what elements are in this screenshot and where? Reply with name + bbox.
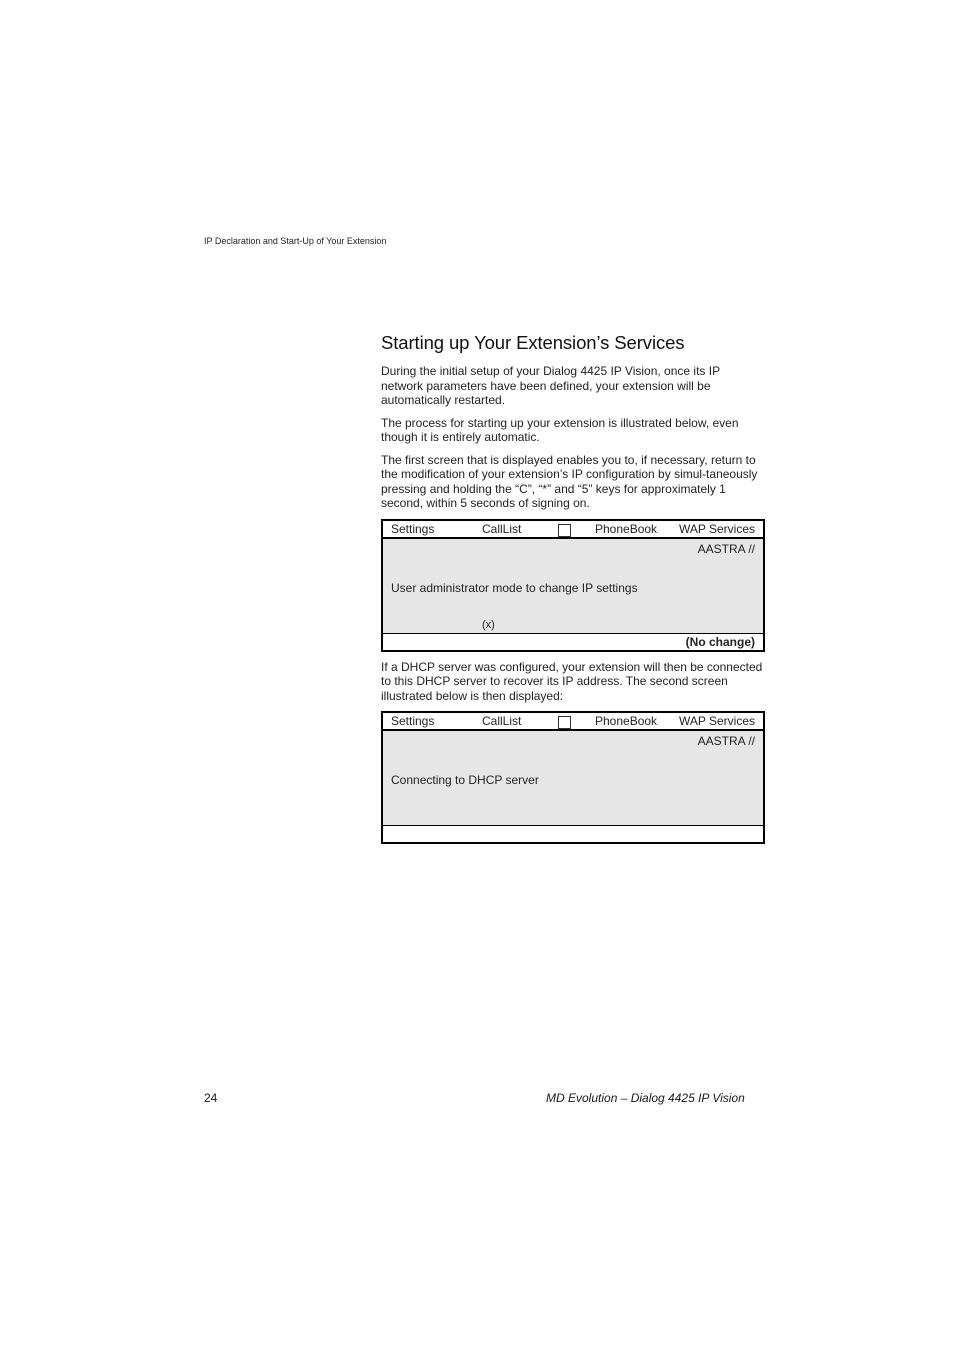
phone-screen-dhcp <box>381 711 765 844</box>
paragraph-3: The first screen that is displayed enables you to, if necessary, return to the modification of your extension’s IP configuration by simul-taneously pressing and holding the “C”, “*” and “5” keys for approximately 1 second, within 5 seconds of signing on. <box>381 452 758 510</box>
page-number: 24 <box>204 1091 218 1105</box>
paragraph-2: The process for starting up your extension is illustrated below, even though it is entirely automatic. <box>381 415 739 444</box>
document-title: MD Evolution – Dialog 4425 IP Vision <box>546 1091 745 1105</box>
brand-label: AASTRA // <box>697 541 755 556</box>
softkey-bar <box>383 633 763 650</box>
screen-tab-bar <box>383 713 763 731</box>
softkey-bar <box>383 825 763 842</box>
tab-wap-services: WAP Services <box>678 521 755 536</box>
screen-body <box>383 731 763 825</box>
phone-screen-admin-mode <box>381 519 765 652</box>
paragraph-4: If a DHCP server was configured, your extension will then be connected to this DHCP server to recover its IP address. The second screen illustrated below is then displayed: <box>381 659 763 703</box>
screen-hint: (x) <box>482 618 495 631</box>
tab-calllist: CallList <box>482 521 522 536</box>
softkey-no-change: (No change) <box>685 634 755 649</box>
brand-label: AASTRA // <box>697 734 755 748</box>
section-title: Starting up Your Extension’s Services <box>381 332 685 353</box>
square-icon <box>558 716 571 729</box>
tab-settings: Settings <box>391 714 435 728</box>
screen-body <box>383 539 763 633</box>
tab-phonebook: PhoneBook <box>595 521 658 536</box>
screen-message: Connecting to DHCP server <box>391 773 539 787</box>
screen-tab-bar <box>383 521 763 539</box>
tab-phonebook: PhoneBook <box>595 714 658 728</box>
paragraph-1: During the initial setup of your Dialog 4425 IP Vision, once its IP network parameters have been defined, your extension will be automatically restarted. <box>381 364 720 407</box>
tab-wap-services: WAP Services <box>678 714 755 728</box>
tab-settings: Settings <box>391 521 435 536</box>
section <box>381 332 765 852</box>
running-header: IP Declaration and Start-Up of Your Extension <box>204 236 387 246</box>
screen-message: User administrator mode to change IP settings <box>391 580 638 595</box>
tab-calllist: CallList <box>482 714 522 728</box>
square-icon <box>558 524 571 537</box>
